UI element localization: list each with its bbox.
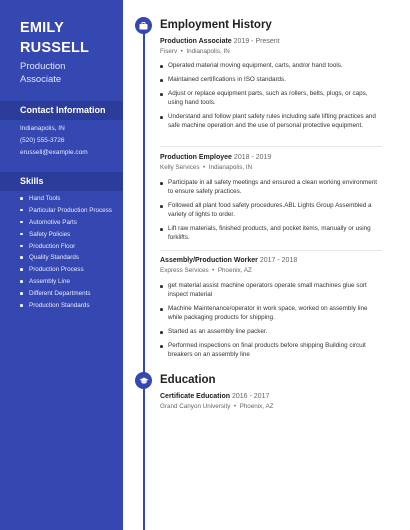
sidebar — [0, 0, 123, 530]
contact-heading: Contact Information — [0, 101, 123, 120]
skill-item: Hand Tools — [20, 195, 112, 207]
education-heading: Education — [160, 374, 216, 386]
job-bullet: Performed inspections on final products before shipping Building circuit breakers on an assembly line — [160, 342, 382, 360]
school-name: Grand Canyon University — [160, 403, 231, 410]
contact-location: Indianapolis, IN — [20, 125, 65, 132]
skill-item: Automotive Parts — [20, 219, 112, 231]
candidate-name — [20, 18, 89, 58]
company-name: Kelly Services — [160, 164, 200, 171]
job-bullet: Machine Maintenance/operator in work space, worked on assembly line while packaging products for shipping. — [160, 305, 382, 323]
job-dates: 2019 - Present — [233, 38, 280, 45]
job-title-3 — [160, 257, 297, 264]
job-dates: 2018 - 2019 — [233, 154, 272, 161]
company-location: Indianapolis, IN — [208, 164, 253, 171]
education-degree — [160, 393, 269, 400]
education-school: Grand Canyon University • Phoenix, AZ — [160, 403, 274, 410]
job-title-text: Assembly/Production Worker — [160, 257, 258, 264]
company-location: Phoenix, AZ — [217, 267, 252, 274]
skills-heading: Skills — [0, 172, 123, 191]
job-company-3: Express Services • Phoenix, AZ — [160, 267, 252, 274]
job-company-2: Kelly Services • Indianapolis, IN — [160, 164, 253, 171]
first-name: EMILY — [20, 20, 64, 36]
degree-text: Certificate Education — [160, 393, 231, 400]
section-divider — [160, 146, 382, 147]
job-bullet: get material assist machine operators operate small machines glue sort inspect material — [160, 282, 382, 300]
job-company-1: Fiserv • Indianapolis, IN — [160, 48, 230, 55]
skill-item: Quality Standards — [20, 254, 112, 266]
skill-item: Production Process — [20, 266, 112, 278]
company-location: Indianapolis, IN — [186, 48, 230, 55]
job-bullets-2 — [160, 179, 382, 248]
skill-item: Safety Policies — [20, 231, 112, 243]
job-bullets-3 — [160, 282, 382, 365]
job-bullet: Maintained certifications in ISO standards. — [160, 76, 382, 85]
briefcase-icon — [135, 17, 152, 34]
timeline-line — [143, 26, 145, 530]
role-line-1: Production — [20, 61, 66, 72]
job-title-2 — [160, 154, 271, 161]
job-role — [20, 61, 65, 86]
role-line-2: Associate — [20, 73, 62, 85]
company-name: Fiserv — [160, 48, 178, 55]
job-title-text: Production Employee — [160, 154, 232, 161]
education-dates: 2016 - 2017 — [231, 393, 270, 400]
last-name: RUSSELL — [20, 40, 90, 56]
contact-email[interactable]: erussell@example.com — [20, 149, 88, 156]
job-dates: 2017 - 2018 — [259, 257, 298, 264]
job-bullet: Adjust or replace equipment parts, such as rollers, belts, plugs, or caps, using hand tools. — [160, 90, 382, 108]
job-bullet: Started as an assembly line packer. — [160, 328, 382, 337]
company-name: Express Services — [160, 267, 209, 274]
employment-heading: Employment History — [160, 19, 272, 31]
job-bullet: Participate in all safety meetings and ensured a clean working environment to ensure safety practices. — [160, 179, 382, 197]
job-title-text: Production Associate — [160, 38, 232, 45]
skills-list — [20, 195, 112, 314]
job-bullet: Understand and follow plant safety rules including safe lifting practices and safe machine operation and the use of personal protective equipment. — [160, 113, 382, 131]
job-bullet: Lift raw materials, finished products, and pocket items, manually or using forklifts. — [160, 225, 382, 243]
job-bullet: Followed all plant food safety procedures.ABL Lights Group Assembled a variety of lights to order. — [160, 202, 382, 220]
section-divider — [160, 250, 382, 251]
skill-item: Different Departments — [20, 290, 112, 302]
school-location: Phoenix, AZ — [239, 403, 274, 410]
graduation-cap-icon — [135, 372, 152, 389]
contact-phone: (520) 555-3726 — [20, 137, 65, 144]
job-bullet: Operated material moving equipment, carts, and/or hand tools. — [160, 62, 382, 71]
skill-item: Production Floor — [20, 243, 112, 255]
skill-item: Production Standards — [20, 302, 112, 314]
skill-item: Particular Production Process — [20, 207, 112, 219]
job-title-1 — [160, 38, 280, 45]
job-bullets-1 — [160, 62, 382, 136]
skill-item: Assembly Line — [20, 278, 112, 290]
